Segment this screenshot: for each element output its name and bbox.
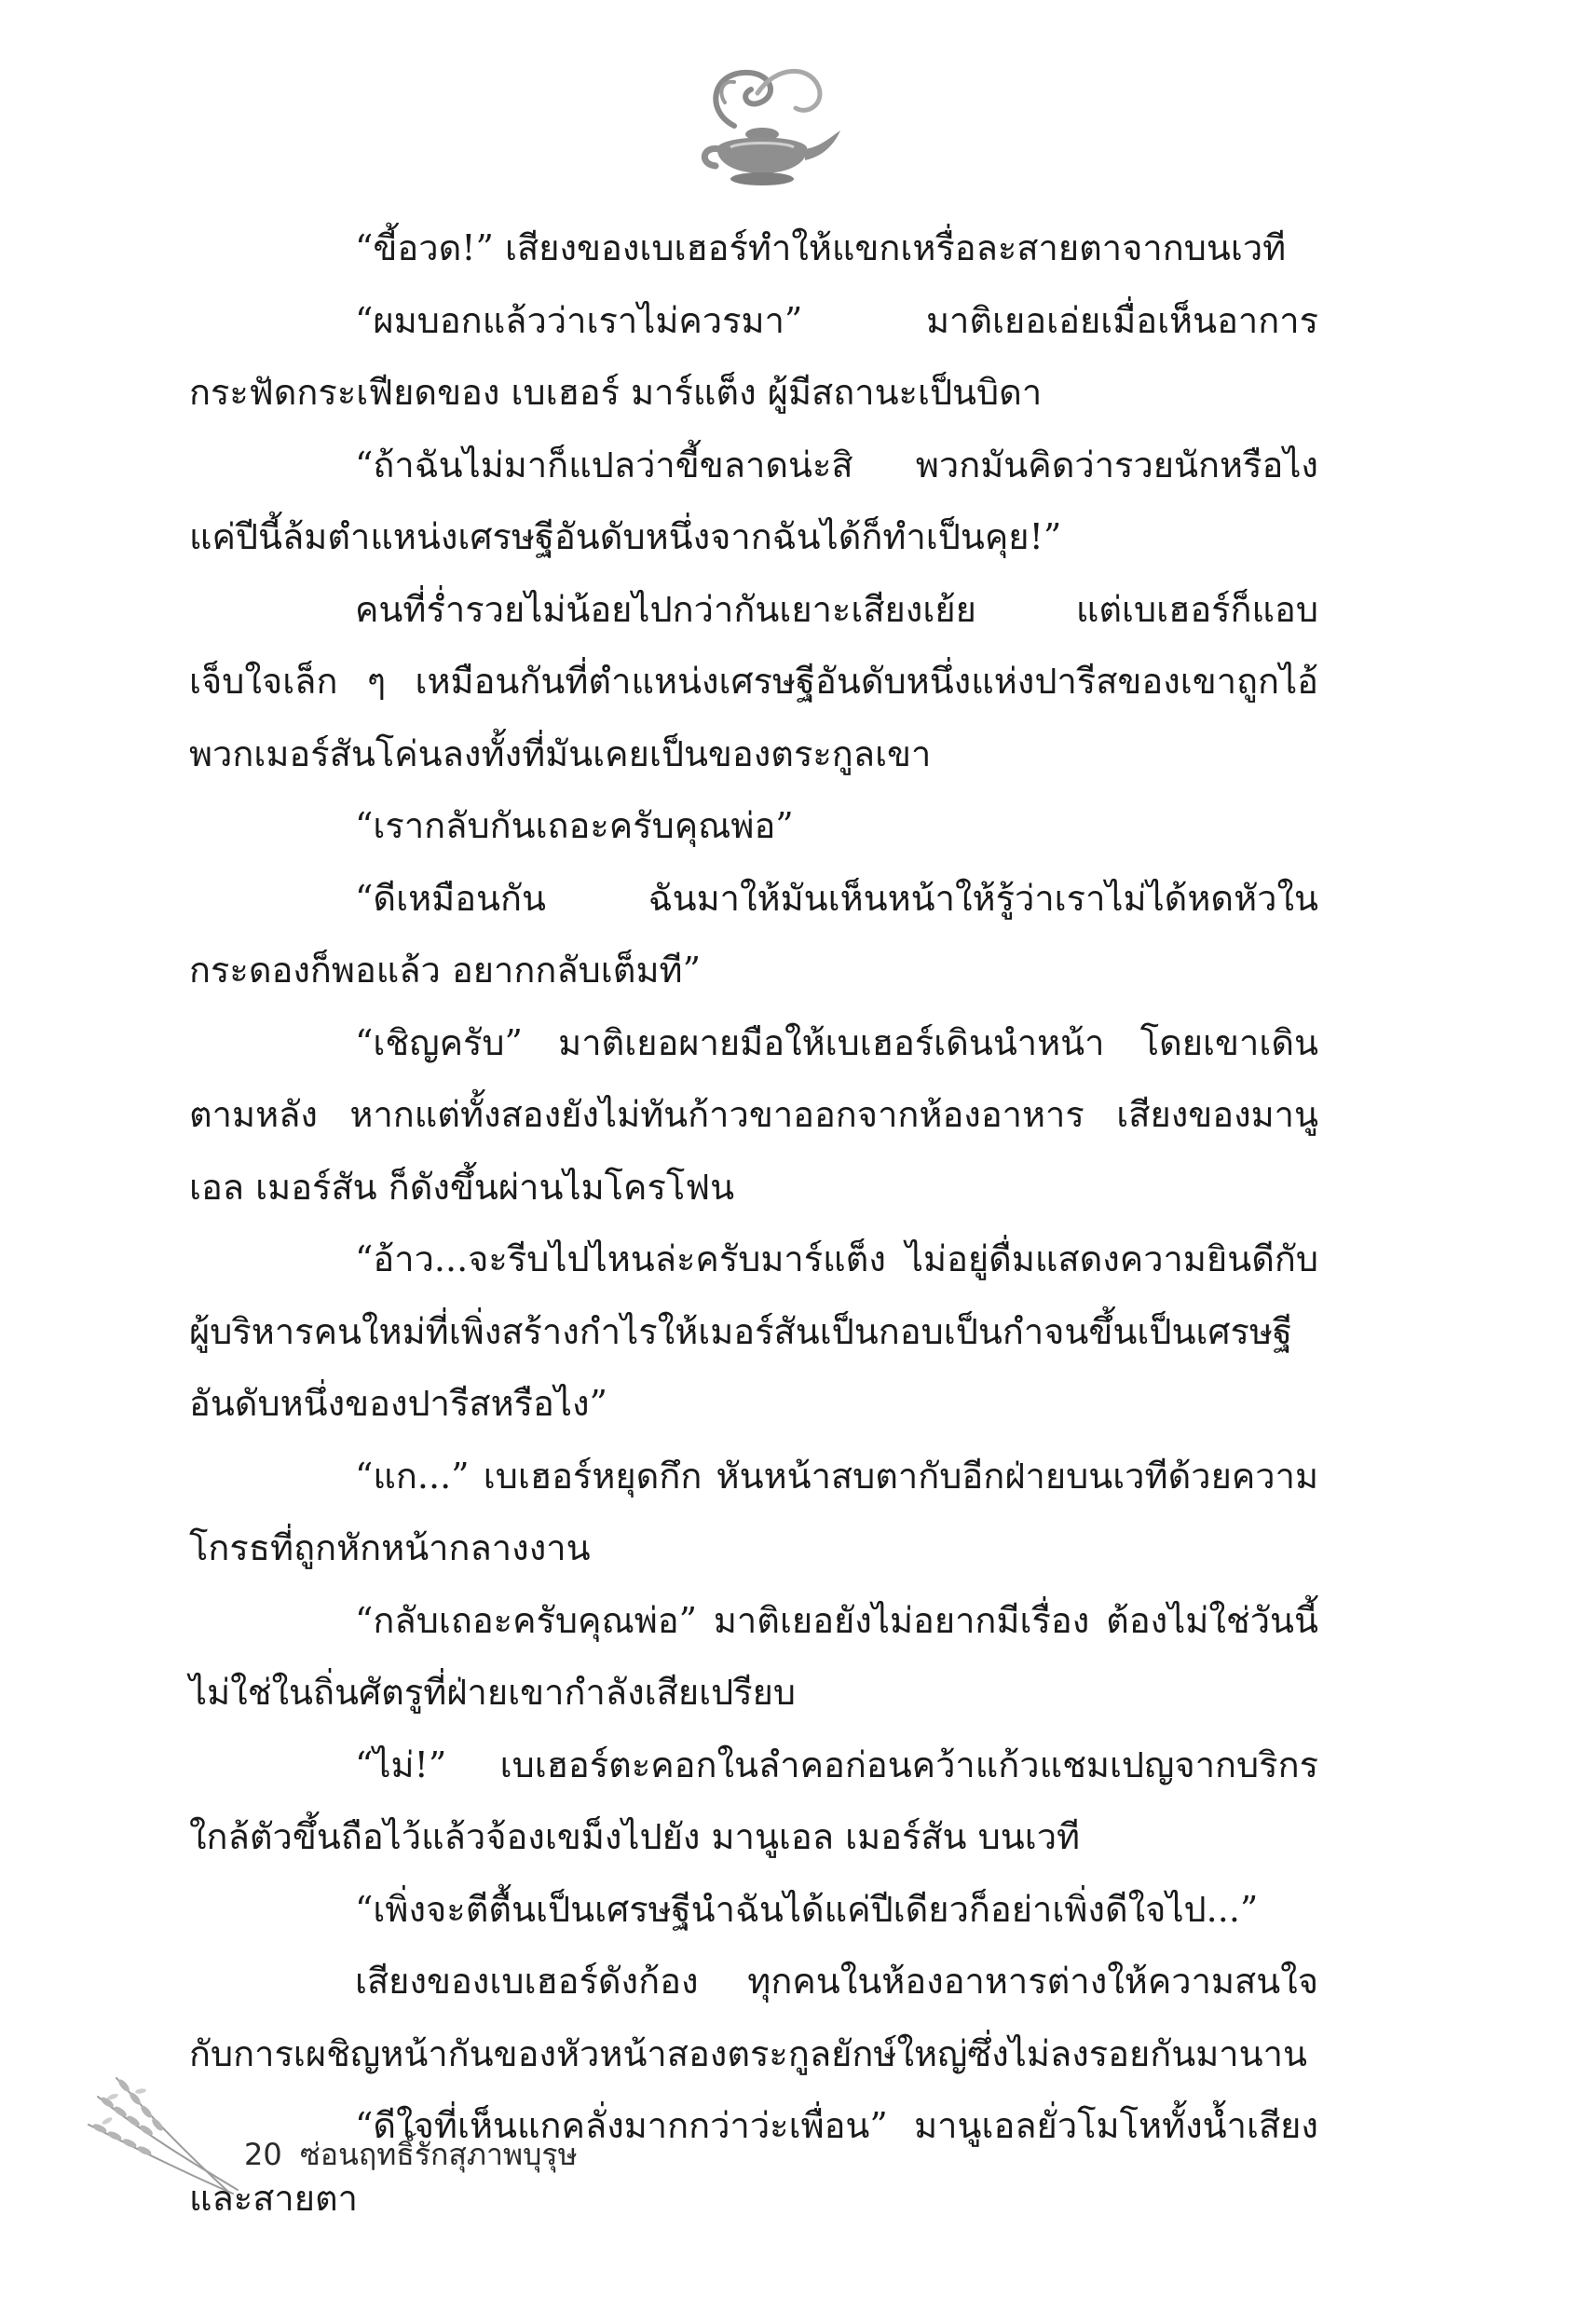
paragraph: “อ้าว...จะรีบไปไหนล่ะครับมาร์แต็ง ไม่อยู่ดื่มแสดงความยินดีกับผู้บริหารคนใหม่ที่เพิ่งสร้างกำไรให้เมอร์สันเป็นกอบเป็นกำจนขึ้นเป็นเศรษฐีอันดับหนึ่งของปารีสหรือไง” <box>189 1238 1318 1424</box>
paragraph: “เรากลับกันเถอะครับคุณพ่อ” <box>355 805 794 846</box>
paragraph: “ผมบอกแล้วว่าเราไม่ควรมา” มาติเยอเอ่ยเมื่อเห็นอาการกระฟัดกระเฟียดของ เบเฮอร์ มาร์แต็ง ผู้มีสถานะเป็นบิดา <box>189 299 1318 413</box>
paragraph: “ถ้าฉันไม่มาก็แปลว่าขี้ขลาดน่ะสิ พวกมันคิดว่ารวยนักหรือไง แค่ปีนี้ล้มตำแหน่งเศรษฐีอันดับหนึ่งจากฉันได้ก็ทำเป็นคุย!” <box>189 444 1318 557</box>
paragraph: เสียงของเบเฮอร์ดังก้อง ทุกคนในห้องอาหารต่างให้ความสนใจกับการเผชิญหน้ากันของหัวหน้าสองตระกูลยักษ์ใหญ่ซึ่งไม่ลงรอยกันมานาน <box>189 1961 1318 2074</box>
paragraph: “ไม่!” เบเฮอร์ตะคอกในลำคอก่อนคว้าแก้วแชมเปญจากบริกรใกล้ตัวขึ้นถือไว้แล้วจ้องเขม็งไปยัง มานูเอล เมอร์สัน บนเวที <box>189 1744 1318 1857</box>
paragraph: คนที่ร่ำรวยไม่น้อยไปกว่ากันเยาะเสียงเย้ย แต่เบเฮอร์ก็แอบเจ็บใจเล็ก ๆ เหมือนกันที่ตำแหน่งเศรษฐีอันดับหนึ่งแห่งปารีสของเขาถูกไอ้พวกเมอร์สันโค่นลงทั้งที่มันเคยเป็นของตระกูลเขา <box>189 588 1318 774</box>
paragraph: “เชิญครับ” มาติเยอผายมือให้เบเฮอร์เดินนำหน้า โดยเขาเดินตามหลัง หากแต่ทั้งสองยังไม่ทันก้าวขาออกจากห้องอาหาร เสียงของมานูเอล เมอร์สัน ก็ดังขึ้นผ่านไมโครโฟน <box>189 1021 1318 1208</box>
paragraph: “แก...” เบเฮอร์หยุดกึก หันหน้าสบตากับอีกฝ่ายบนเวทีด้วยความโกรธที่ถูกหักหน้ากลางงาน <box>189 1455 1318 1568</box>
paragraph: “กลับเถอะครับคุณพ่อ” มาติเยอยังไม่อยากมีเรื่อง ต้องไม่ใช่วันนี้ ไม่ใช่ในถิ่นศัตรูที่ฝ่ายเขากำลังเสียเปรียบ <box>189 1599 1318 1713</box>
genie-lamp-icon <box>669 37 855 196</box>
paragraph: “ดีใจที่เห็นแกคลั่งมากกว่าว่ะเพื่อน” มานูเอลยั่วโมโหทั้งน้ำเสียงและสายตา <box>189 2105 1318 2219</box>
paragraph: “ขี้อวด!” เสียงของเบเฮอร์ทำให้แขกเหรื่อละสายตาจากบนเวที <box>355 227 1287 268</box>
lavender-sprig-icon <box>79 2069 256 2199</box>
paragraph: “ดีเหมือนกัน ฉันมาให้มันเห็นหน้าให้รู้ว่าเราไม่ได้หดหัวในกระดองก็พอแล้ว อยากกลับเต็มที” <box>189 877 1318 991</box>
page-footer <box>0 2069 1596 2311</box>
paragraph: “เพิ่งจะตีตื้นเป็นเศรษฐีนำฉันได้แค่ปีเดียวก็อย่าเพิ่งดีใจไป...” <box>355 1888 1259 1930</box>
book-title: ซ่อนฤทธิ์รักสุภาพบุรุษ <box>300 2137 578 2172</box>
body-text <box>189 212 1318 2235</box>
page-number: 20 <box>244 2137 282 2172</box>
